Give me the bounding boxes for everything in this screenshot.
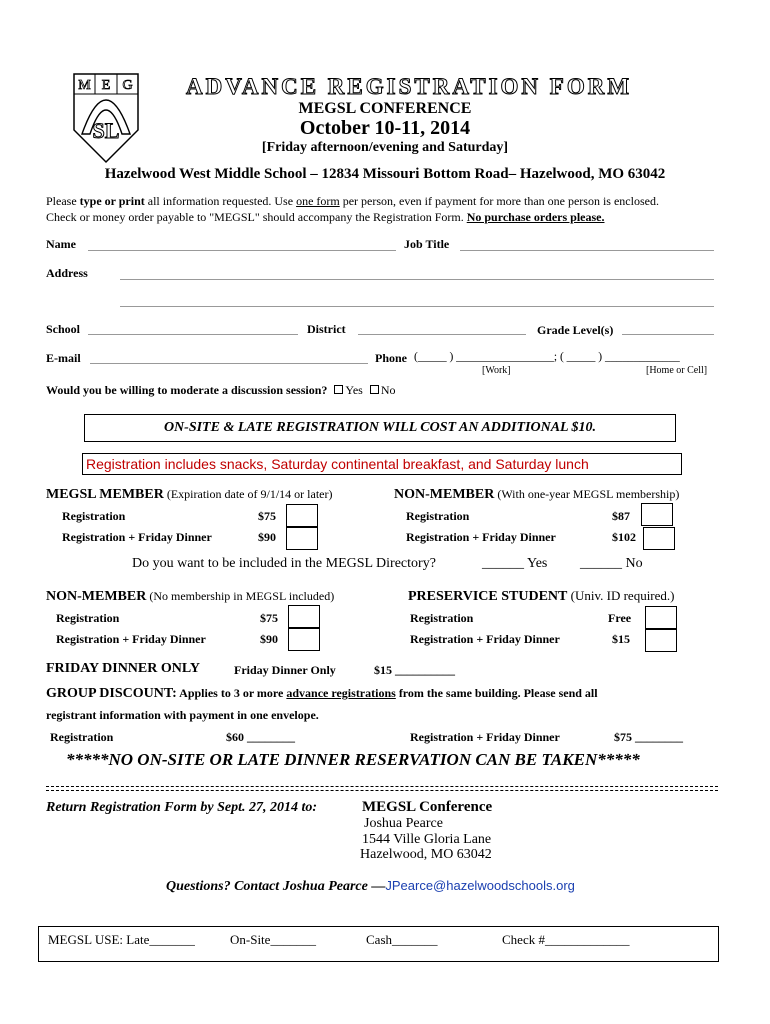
form-title: ADVANCE REGISTRATION FORM <box>186 74 633 99</box>
office-use-late: MEGSL USE: Late_______ <box>48 932 195 947</box>
phone-label: Phone <box>375 351 408 365</box>
questions-line: Questions? Contact Joshua Pearce —JPearce@hazelwoodschools.org <box>166 878 575 894</box>
non-member-with-membership-heading: NON-MEMBER (With one-year MEGSL membership) <box>394 487 680 502</box>
non-member-2-reg-price: $75 <box>260 611 278 625</box>
non-member-1-reg-box[interactable] <box>641 503 673 526</box>
non-member-1-reg-label: Registration <box>406 509 470 523</box>
return-label: Return Registration Form by Sept. 27, 2014 to: <box>46 800 318 815</box>
return-street: 1544 Ville Gloria Lane <box>362 832 492 847</box>
group-discount-line-2: registrant information with payment in one envelope. <box>46 708 319 722</box>
preservice-reg-price: Free <box>608 611 632 625</box>
return-org: MEGSL Conference <box>362 799 493 815</box>
office-use-check: Check #_____________ <box>502 932 630 947</box>
friday-dinner-heading: FRIDAY DINNER ONLY <box>46 661 201 676</box>
friday-dinner-price[interactable]: $15 __________ <box>374 663 455 677</box>
preservice-dinner-label: Registration + Friday Dinner <box>410 632 560 646</box>
conference-location: Hazelwood West Middle School – 12834 Missouri Bottom Road– Hazelwood, MO 63042 <box>104 166 666 182</box>
district-field[interactable] <box>358 334 526 335</box>
megsl-member-dinner-box[interactable] <box>286 527 318 550</box>
directory-yes[interactable]: ______ Yes <box>482 556 548 571</box>
moderate-yes-label: Yes <box>345 383 363 397</box>
work-phone-hint: [Work] <box>482 365 511 376</box>
return-city: Hazelwood, MO 63042 <box>360 847 492 862</box>
name-field[interactable] <box>88 250 396 251</box>
conference-name: MEGSL CONFERENCE <box>298 100 472 117</box>
conference-sessions: [Friday afternoon/evening and Saturday] <box>261 140 509 155</box>
non-member-2-reg-box[interactable] <box>288 605 320 628</box>
logo-letter-g: G <box>122 78 133 93</box>
no-onsite-dinner-notice: *****NO ON-SITE OR LATE DINNER RESERVATION CAN BE TAKEN***** <box>66 750 640 769</box>
non-member-2-reg-label: Registration <box>56 611 120 625</box>
preservice-dinner-box[interactable] <box>645 629 677 652</box>
moderate-question: Would you be willing to moderate a discussion session? Yes No <box>46 383 396 397</box>
includes-notice: Registration includes snacks, Saturday continental breakfast, and Saturday lunch <box>86 456 589 472</box>
preservice-heading: PRESERVICE STUDENT (Univ. ID required.) <box>408 588 675 604</box>
school-field[interactable] <box>88 334 298 335</box>
logo-letter-e: E <box>101 78 111 93</box>
megsl-member-dinner-price: $90 <box>258 530 276 544</box>
office-use-onsite: On-Site_______ <box>230 932 316 947</box>
address-field-line-2[interactable] <box>120 306 714 307</box>
megsl-member-reg-box[interactable] <box>286 504 318 527</box>
non-member-1-dinner-box[interactable] <box>643 527 675 550</box>
moderate-no-checkbox[interactable] <box>370 385 379 394</box>
megsl-member-heading: MEGSL MEMBER (Expiration date of 9/1/14 or later) <box>46 487 333 502</box>
name-label: Name <box>46 237 76 251</box>
directory-question: Do you want to be included in the MEGSL Directory? <box>132 556 436 571</box>
instructions-line-1: Please type or print all information requested. Use one form per person, even if payment for more than one person is enclosed. <box>46 194 659 208</box>
job-title-field[interactable] <box>460 250 714 251</box>
home-phone-hint: [Home or Cell] <box>646 365 708 376</box>
contact-email-link[interactable]: JPearce@hazelwoodschools.org <box>385 878 575 893</box>
megsl-member-reg-label: Registration <box>62 509 126 523</box>
non-member-no-membership-heading: NON-MEMBER (No membership in MEGSL included) <box>46 589 335 604</box>
group-dinner-label: Registration + Friday Dinner <box>410 730 560 744</box>
logo-letters-sl: SL <box>92 118 120 143</box>
school-label: School <box>46 322 81 336</box>
district-label: District <box>307 322 346 336</box>
phone-field[interactable]: (_____ ) _________________; ( _____ ) _____________ <box>414 351 680 363</box>
moderate-yes-checkbox[interactable] <box>334 385 343 394</box>
non-member-2-dinner-label: Registration + Friday Dinner <box>56 632 206 646</box>
office-use-cash: Cash_______ <box>366 932 438 947</box>
onsite-notice: ON-SITE & LATE REGISTRATION WILL COST AN ADDITIONAL $10. <box>163 420 597 435</box>
address-field-line-1[interactable] <box>120 279 714 280</box>
friday-dinner-label: Friday Dinner Only <box>234 663 336 677</box>
grade-levels-field[interactable] <box>622 334 714 335</box>
separator-rule <box>46 786 718 791</box>
conference-dates: October 10-11, 2014 <box>299 117 471 139</box>
preservice-dinner-price: $15 <box>612 632 630 646</box>
address-label: Address <box>46 266 88 280</box>
group-reg-price[interactable]: $60 ________ <box>226 730 295 744</box>
group-dinner-price[interactable]: $75 ________ <box>614 730 683 744</box>
logo-letter-m: M <box>78 78 91 93</box>
non-member-2-dinner-price: $90 <box>260 632 278 646</box>
job-title-label: Job Title <box>404 237 450 251</box>
directory-no[interactable]: ______ No <box>580 556 643 571</box>
instructions-line-2: Check or money order payable to "MEGSL" should accompany the Registration Form. No purchase orders please. <box>46 210 605 224</box>
email-field[interactable] <box>90 363 368 364</box>
moderate-no-label: No <box>380 383 396 397</box>
megsl-member-dinner-label: Registration + Friday Dinner <box>62 530 212 544</box>
grade-levels-label: Grade Level(s) <box>537 323 614 337</box>
megsl-member-reg-price: $75 <box>258 509 276 523</box>
non-member-2-dinner-box[interactable] <box>288 628 320 651</box>
non-member-1-dinner-label: Registration + Friday Dinner <box>406 530 556 544</box>
return-person: Joshua Pearce <box>364 816 443 831</box>
non-member-1-dinner-price: $102 <box>612 530 636 544</box>
group-reg-label: Registration <box>50 730 114 744</box>
preservice-reg-box[interactable] <box>645 606 677 629</box>
group-discount-heading: GROUP DISCOUNT: Applies to 3 or more advance registrations from the same building. Please send all <box>46 686 598 701</box>
preservice-reg-label: Registration <box>410 611 474 625</box>
email-label: E-mail <box>46 351 81 365</box>
non-member-1-reg-price: $87 <box>612 509 630 523</box>
